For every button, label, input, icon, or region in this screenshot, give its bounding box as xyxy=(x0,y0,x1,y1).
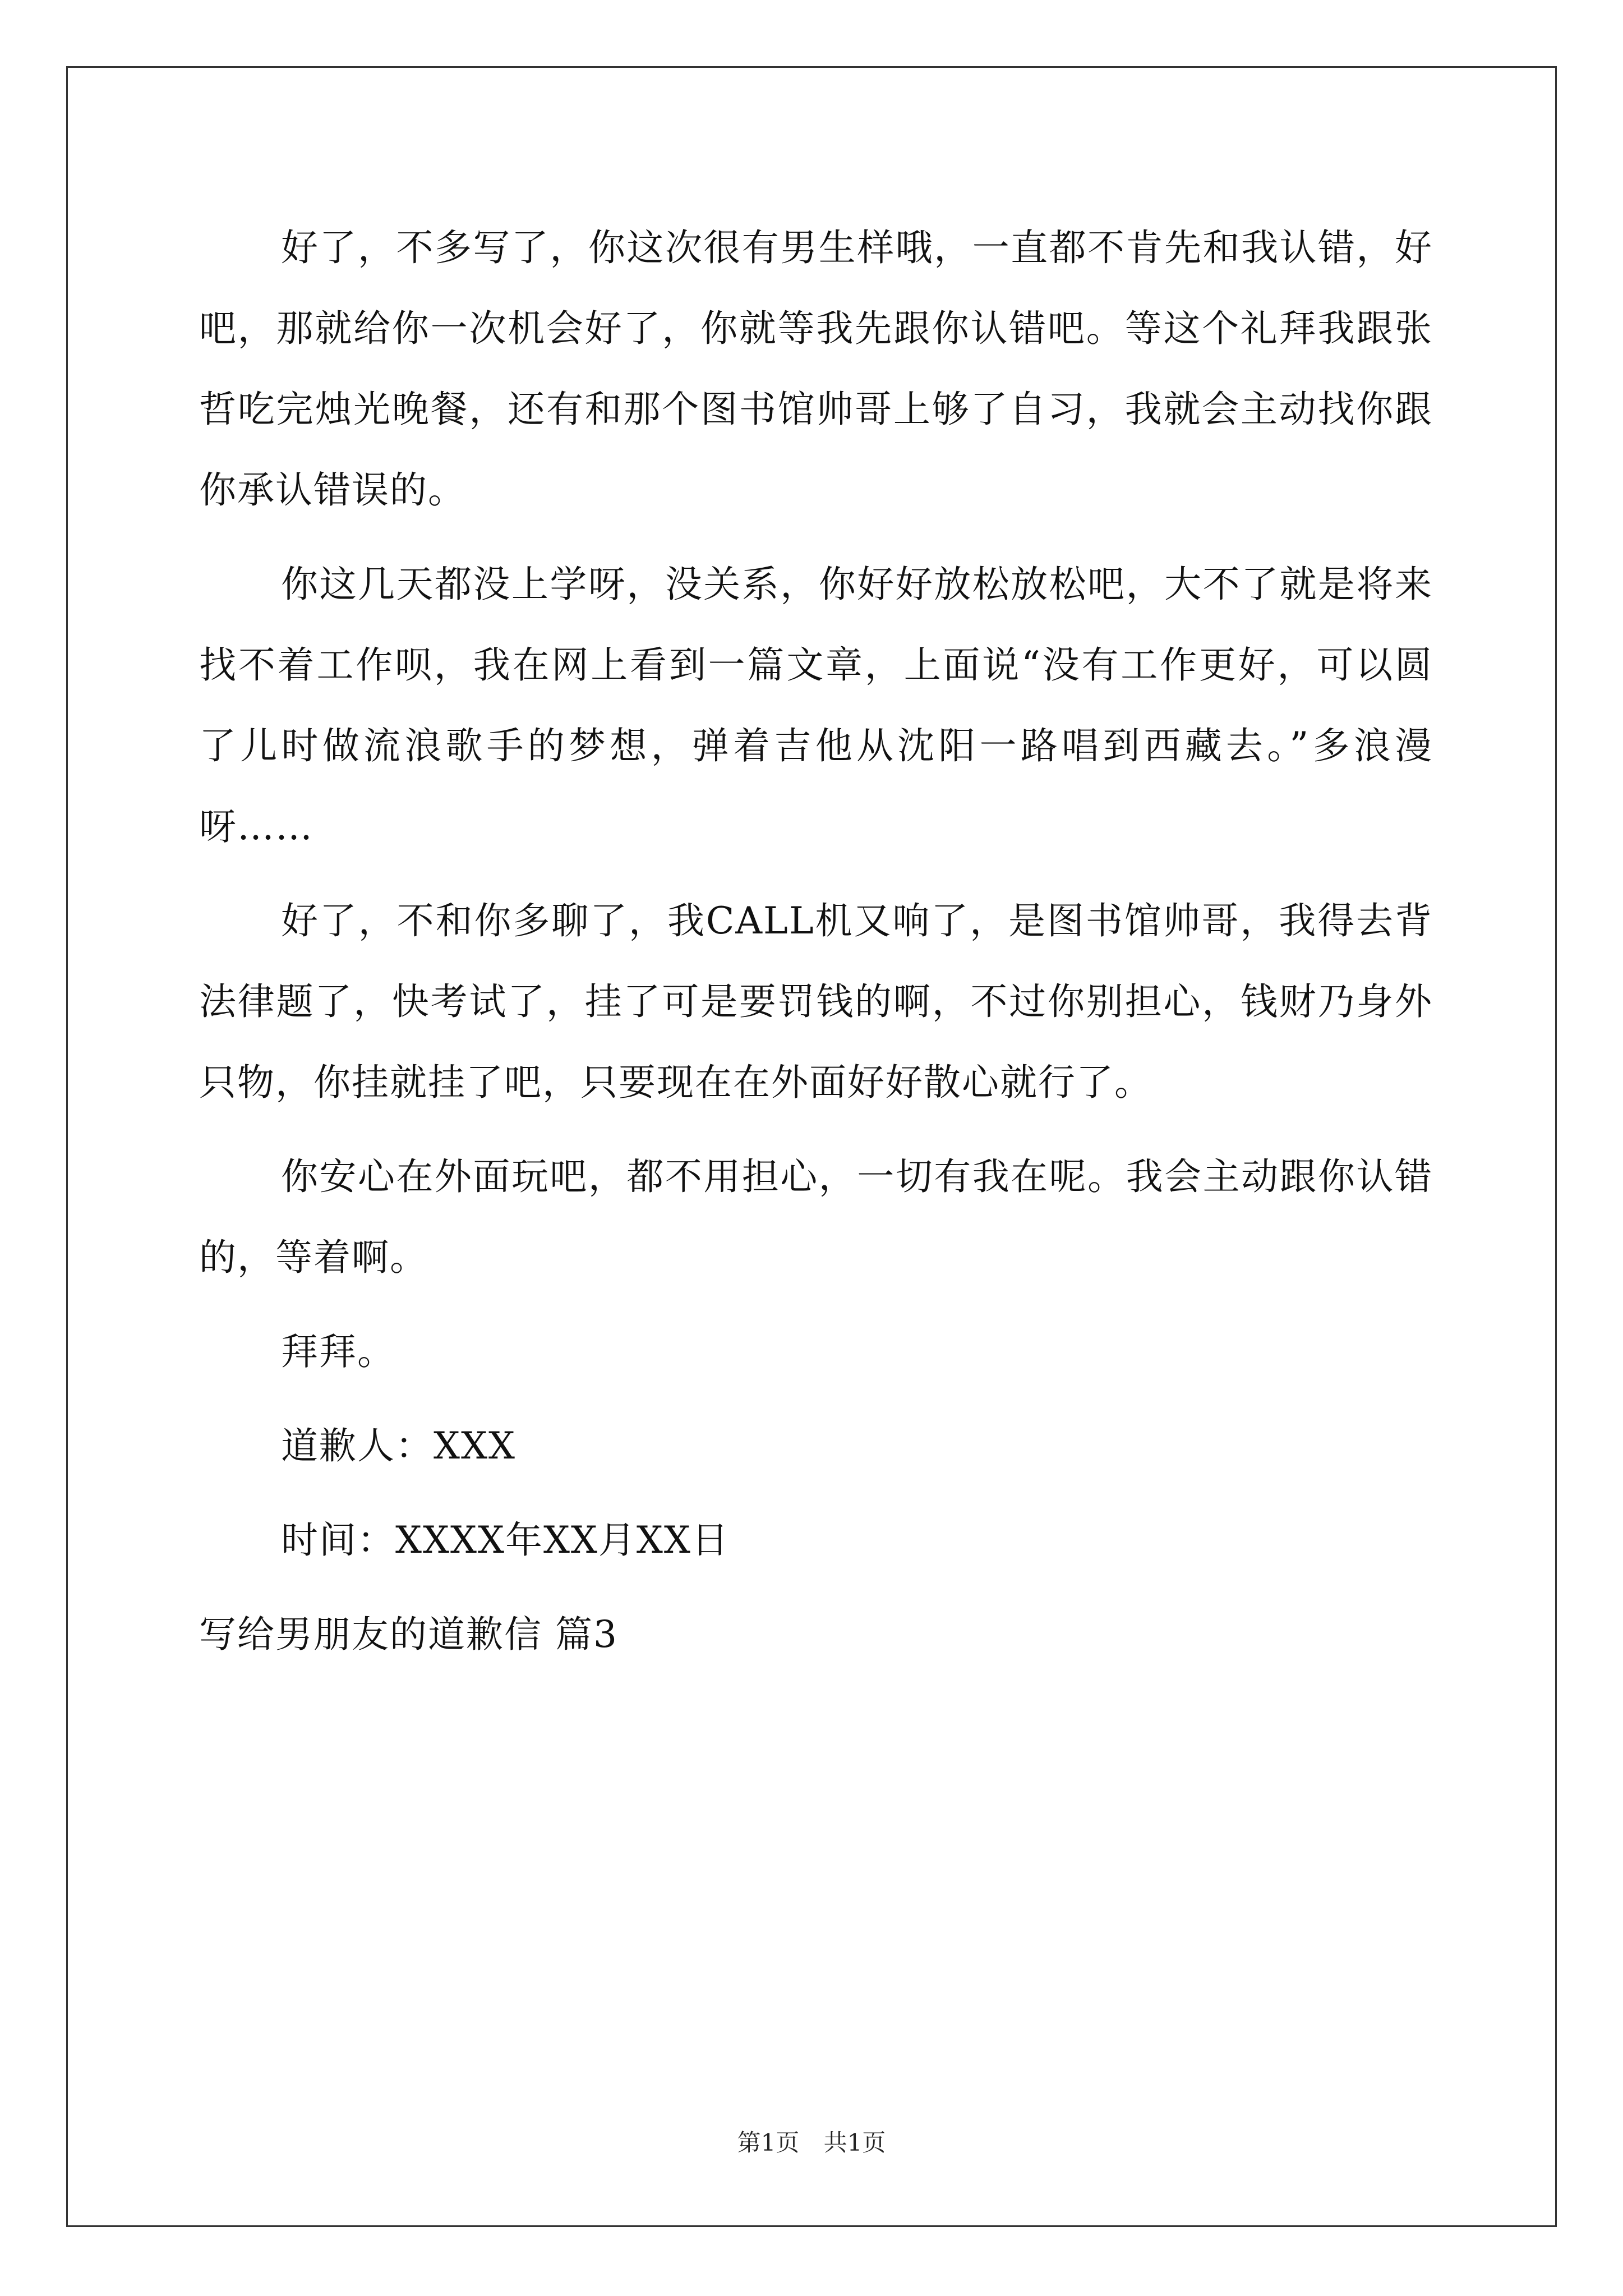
paragraph-school: 你这几天都没上学呀，没关系，你好好放松放松吧，大不了就是将来找不着工作呗，我在网上看到一篇文章，上面说“没有工作更好，可以圆了儿时做流浪歌手的梦想，弹着吉他从沈阳一路唱到西藏去。”多浪漫呀…… xyxy=(199,563,1433,848)
paragraph-goodbye: 拜拜。 xyxy=(281,1330,395,1373)
paragraph-apology-intro: 好了，不多写了，你这次很有男生样哦，一直都不肯先和我认错，好吧，那就给你一次机会好了，你就等我先跟你认错吧。等这个礼拜我跟张哲吃完烛光晚餐，还有和那个图书馆帅哥上够了自习，我就会主动找你跟你承认错误的。 xyxy=(199,226,1433,512)
paragraph-reassure: 你安心在外面玩吧，都不用担心，一切有我在呢。我会主动跟你认错的，等着啊。 xyxy=(199,1155,1433,1279)
page-footer: 第1页 共1页 xyxy=(737,2129,886,2156)
paragraph-call: 好了，不和你多聊了，我CALL机又响了，是图书馆帅哥，我得去背法律题了，快考试了，挂了可是要罚钱的啊，不过你别担心，钱财乃身外只物，你挂就挂了吧，只要现在在外面好好散心就行了。 xyxy=(199,899,1433,1104)
date-line: 时间：XXXX年XX月XX日 xyxy=(281,1519,730,1562)
signature-line: 道歉人：XXX xyxy=(281,1424,516,1467)
section-heading: 写给男朋友的道歉信 篇3 xyxy=(199,1613,618,1656)
document-body xyxy=(199,208,1433,1688)
